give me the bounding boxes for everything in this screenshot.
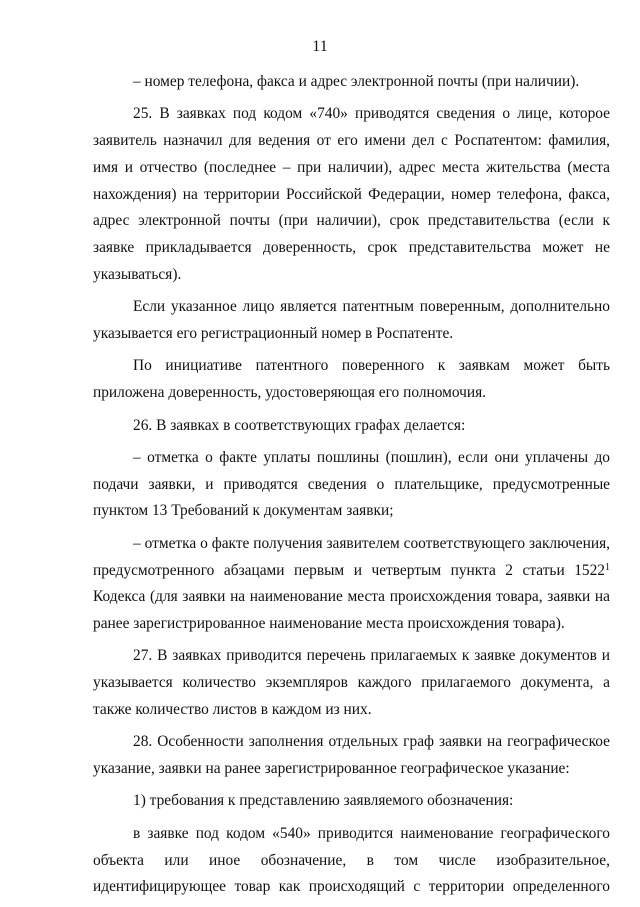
article-superscript: 1: [605, 561, 610, 573]
paragraph-patent-attorney: Если указанное лицо является патентным поверенным, дополнительно указывается его регистрационный номер в Роспатенте.: [93, 298, 610, 343]
paragraph-contact-info: – номер телефона, факса и адрес электронной почты (при наличии).: [133, 73, 580, 90]
paragraph-28-item-1: 1) требования к представлению заявляемого обозначения:: [133, 792, 514, 810]
conclusion-text-end: Кодекса (для заявки на наименование места происхождения товара, заявки на ранее зарегистрированное наименование места происхождения товара).: [93, 588, 610, 633]
paragraph-27: 27. В заявках приводится перечень прилагаемых к заявке документов и указывается количество экземпляров каждого прилагаемого документа, а также количество листов в каждом из них.: [93, 647, 610, 719]
paragraph-conclusion-receipt: [93, 531, 610, 638]
paragraph-fee-payment: – отметка о факте уплаты пошлины (пошлин), если они уплачены до подачи заявки, и приводятся сведения о плательщике, предусмотренные пунктом 13 Требований к документам заявки;: [93, 448, 610, 520]
document-body: [93, 69, 610, 907]
conclusion-text-start: – отметка о факте получения заявителем соответствующего заключения, предусмотренного абзацами первым и четвертым пункта 2 статьи 1522: [93, 534, 610, 579]
paragraph-25: 25. В заявках под кодом «740» приводятся сведения о лице, которое заявитель назначил для ведения от его имени дел с Роспатентом: фамилия, имя и отчество (последнее – при наличии), адрес места жительства (места нахождения) на территории Российской Федерации, номер телефона, факса, адрес электронной почты (при наличии), срок представительства (если к заявке прикладывается доверенность, срок представительства может не указываться).: [93, 105, 610, 284]
paragraph-28: 28. Особенности заполнения отдельных граф заявки на географическое указание, заявки на ранее зарегистрированное географическое указание:: [93, 733, 610, 778]
paragraph-code-540: в заявке под кодом «540» приводится наименование географического объекта или иное обозначение, в том числе изобразительное, идентифицирующее товар как происходящий с территории определенного: [93, 824, 610, 896]
page-number: 11: [312, 38, 328, 55]
paragraph-power-of-attorney: По инициативе патентного поверенного к заявкам может быть приложена доверенность, удостоверяющая его полномочия.: [93, 357, 610, 402]
paragraph-26: 26. В заявках в соответствующих графах делается:: [133, 416, 466, 434]
